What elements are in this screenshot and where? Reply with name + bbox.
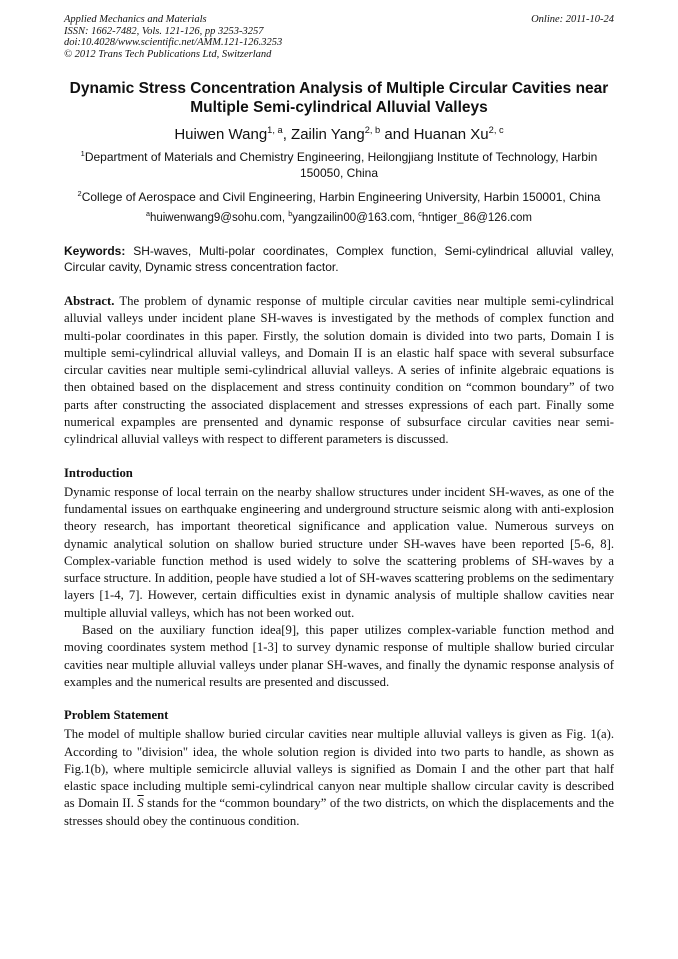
problem-statement-paragraph	[64, 726, 614, 830]
email-separator: ,	[281, 212, 289, 224]
affiliation-text: Department of Materials and Chemistry Engineering, Heilongjiang Institute of Technology, Harbin 150050, China	[84, 150, 598, 180]
journal-info	[64, 14, 282, 60]
email-address: yangzailin00@163.com	[292, 212, 412, 224]
email-list	[64, 211, 614, 226]
common-boundary-symbol: $\overline{S}$	[137, 796, 144, 811]
affiliation-2	[64, 189, 614, 205]
affiliation-mark: 2	[77, 189, 82, 198]
abstract	[64, 293, 614, 449]
email-mark: a	[145, 210, 150, 219]
abstract-label: Abstract.	[64, 294, 115, 308]
affiliation-text: College of Aerospace and Civil Engineering, Harbin Engineering University, Harbin 150001, China	[81, 190, 601, 204]
email-mark: c	[418, 210, 422, 219]
author-affil-mark: 2, c	[488, 125, 504, 135]
author-name: Huanan Xu	[413, 126, 489, 143]
problem-statement-heading: Problem Statement	[64, 708, 169, 723]
doi-line: doi:10.4028/www.scientific.net/AMM.121-126.3253	[64, 37, 283, 48]
keywords-label: Keywords:	[64, 244, 126, 258]
author-name: Zailin Yang	[291, 126, 365, 143]
affiliation-mark: 1	[80, 149, 85, 158]
journal-header	[64, 14, 614, 60]
journal-name: Applied Mechanics and Materials	[64, 14, 207, 25]
author-name: Huiwen Wang	[174, 126, 268, 143]
introduction-heading: Introduction	[64, 465, 133, 480]
email-separator: ,	[411, 212, 419, 224]
author-separator: ,	[282, 126, 292, 143]
affiliation-1	[64, 149, 614, 181]
author-affil-mark: 1, a	[267, 125, 283, 135]
author-affil-mark: 2, b	[364, 125, 381, 135]
introduction-paragraph-2: Based on the auxiliary function idea[9], this paper utilizes complex-variable function method and moving coordinates system method [1-3] to survey dynamic response of multiple shallow buried circular cavities near multiple alluvial valleys under planar SH-waves, and finally the dynamic response analysis of examples and the numerical results are presented and discussed.	[64, 623, 614, 689]
paper-page	[64, 14, 614, 830]
online-date: Online: 2011-10-24	[531, 14, 614, 25]
introduction-paragraph-1: Dynamic response of local terrain on the nearby shallow structures under incident SH-waves, as one of the fundamental issues on earthquake engineering and underground structure seismic along with anti-explosion theory research, has important theoretical significance and application value. Numerous surveys on dynamic analytical solution on shallow buried structure under SH-waves have been reported [5-6, 8]. Complex-variable function method is used widely to solve the scattering problems of SH-waves by a surface structure. In addition, people have studied a lot of SH-waves scattering problems on the sedimentary layers [1-4, 7]. However, certain difficulties exist in dynamic analysis of multiple shallow cavities near multiple alluvial valleys, which has not been worked out.	[64, 484, 614, 620]
issn-line: ISSN: 1662-7482, Vols. 121-126, pp 3253-3257	[64, 25, 264, 37]
copyright-line: © 2012 Trans Tech Publications Ltd, Switzerland	[64, 48, 272, 60]
keywords	[64, 244, 614, 275]
email-mark: b	[288, 210, 293, 219]
author-separator: and	[380, 126, 414, 143]
paper-title: Dynamic Stress Concentration Analysis of Multiple Circular Cavities near Multiple Semi-cylindrical Alluvial Valleys	[69, 80, 609, 116]
problem-text-before: The model of multiple shallow buried circular cavities near multiple alluvial valleys is given as Fig. 1(a). According to "division" idea, the whole solution region is divided into two parts to handle, as shown as Fig.1(b), where multiple semicircle alluvial valleys is signified as Domain I and the other part that half elastic space including multiple semi-cylindrical canyon near multiple shallow circular cavity is described as Domain II.	[64, 727, 614, 811]
abstract-text: The problem of dynamic response of multiple circular cavities near multiple semi-cylindrical alluvial valleys under incident plane SH-waves is investigated by the methods of complex function and multi-polar coordinates in this paper. Firstly, the solution domain is divided into two parts, Domain I is multiple semi-cylindrical alluvial valleys, and Domain II is an elastic half space with several subsurface circular cavities near multiple semi-cylindrical alluvial valleys. A series of infinite algebraic equations is then obtained based on the displacement and stress continuity condition on “common boundary” of two parts after constructing the associated displacement and stresses expressions of each part. Finally some numerical expamples are prensented and dynamic response of subsurface circular cavities near semi-cylindrical alluvial valleys with respect to different parameters is discussed.	[64, 294, 614, 447]
author-list	[64, 125, 614, 144]
keywords-text: SH-waves, Multi-polar coordinates, Complex function, Semi-cylindrical alluvial valley, Circular cavity, Dynamic stress concentration factor.	[64, 244, 614, 274]
email-address: hntiger_86@126.com	[421, 212, 532, 224]
email-address: huiwenwang9@sohu.com	[149, 212, 282, 224]
problem-text-after: stands for the “common boundary” of the two districts, on which the displacements and the stresses should obey the continuous condition.	[64, 796, 614, 828]
